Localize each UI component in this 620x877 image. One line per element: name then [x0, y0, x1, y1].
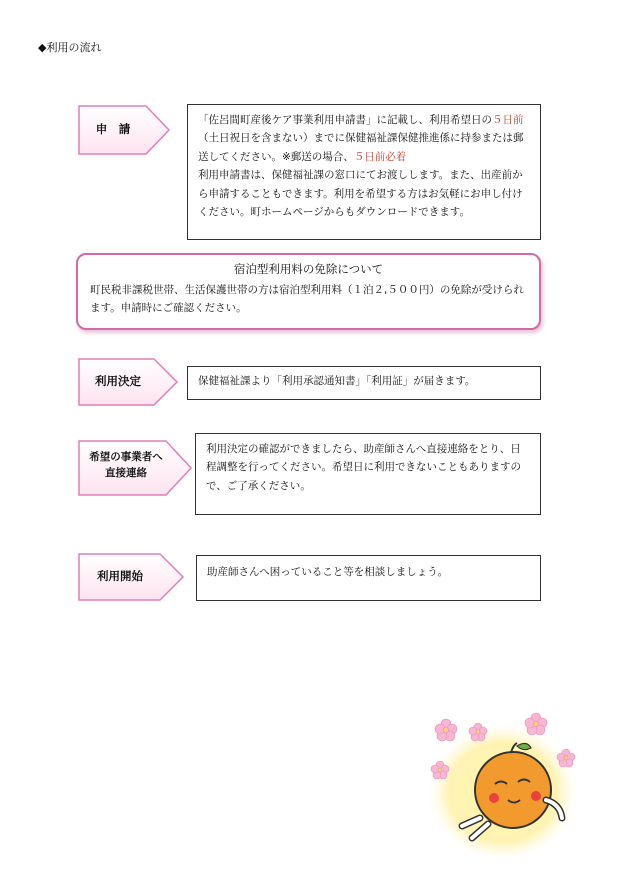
section-title: ◆利用の流れ [38, 41, 102, 54]
step-contact [78, 440, 192, 496]
apply-text-1: 「佐呂間町産後ケア事業利用申請書」に記載し、利用希望日の [198, 114, 492, 126]
step-label-start: 利用開始 [97, 569, 143, 583]
notice-body: 町民税非課税世帯、生活保護世帯の方は宿泊型利用料（１泊２,５００円）の免除が受けられます。申請時にご確認ください。 [90, 284, 524, 315]
step-apply-description [187, 104, 541, 240]
exemption-notice [76, 253, 541, 330]
notice-title: 宿泊型利用料の免除について [233, 262, 384, 276]
start-text: 助産師さんへ困っていること等を相談しましょう。 [207, 566, 449, 578]
step-decision-description [187, 366, 541, 400]
apply-postal-deadline-red: ５日前必着 [353, 150, 407, 163]
contact-label-line1: 希望の事業者へ [89, 451, 163, 463]
step-decision [78, 358, 178, 406]
apply-text-2: （土日祝日を含まない）までに保健福祉課保健推進係に持参または郵送してください。※郵送の場合、 [198, 132, 524, 163]
step-contact-description [195, 433, 541, 515]
step-apply [78, 105, 170, 155]
orange-mascot-illustration [418, 700, 588, 860]
decision-text: 保健福祉課より「利用承認通知書」「利用証」が届きます。 [198, 375, 476, 387]
step-label-apply: 申 請 [95, 122, 131, 136]
step-label-decision: 利用決定 [95, 374, 141, 388]
contact-text: 利用決定の確認ができましたら、助産師さんへ直接連絡をとり、日程調整を行ってください。希望日に利用できないこともありますので、ご了承ください。 [206, 443, 521, 492]
step-start [78, 553, 184, 601]
step-start-description [196, 555, 541, 601]
apply-text-3: 利用申請書は、保健福祉課の窓口にてお渡しします。また、出産前から申請することもできます。利用を希望する方はお気軽にお申し付けください。町ホームページからもダウンロードできます。 [198, 169, 523, 218]
apply-deadline-red: ５日前 [492, 114, 524, 126]
step-label-contact [78, 449, 174, 482]
contact-label-line2: 直接連絡 [105, 467, 147, 480]
